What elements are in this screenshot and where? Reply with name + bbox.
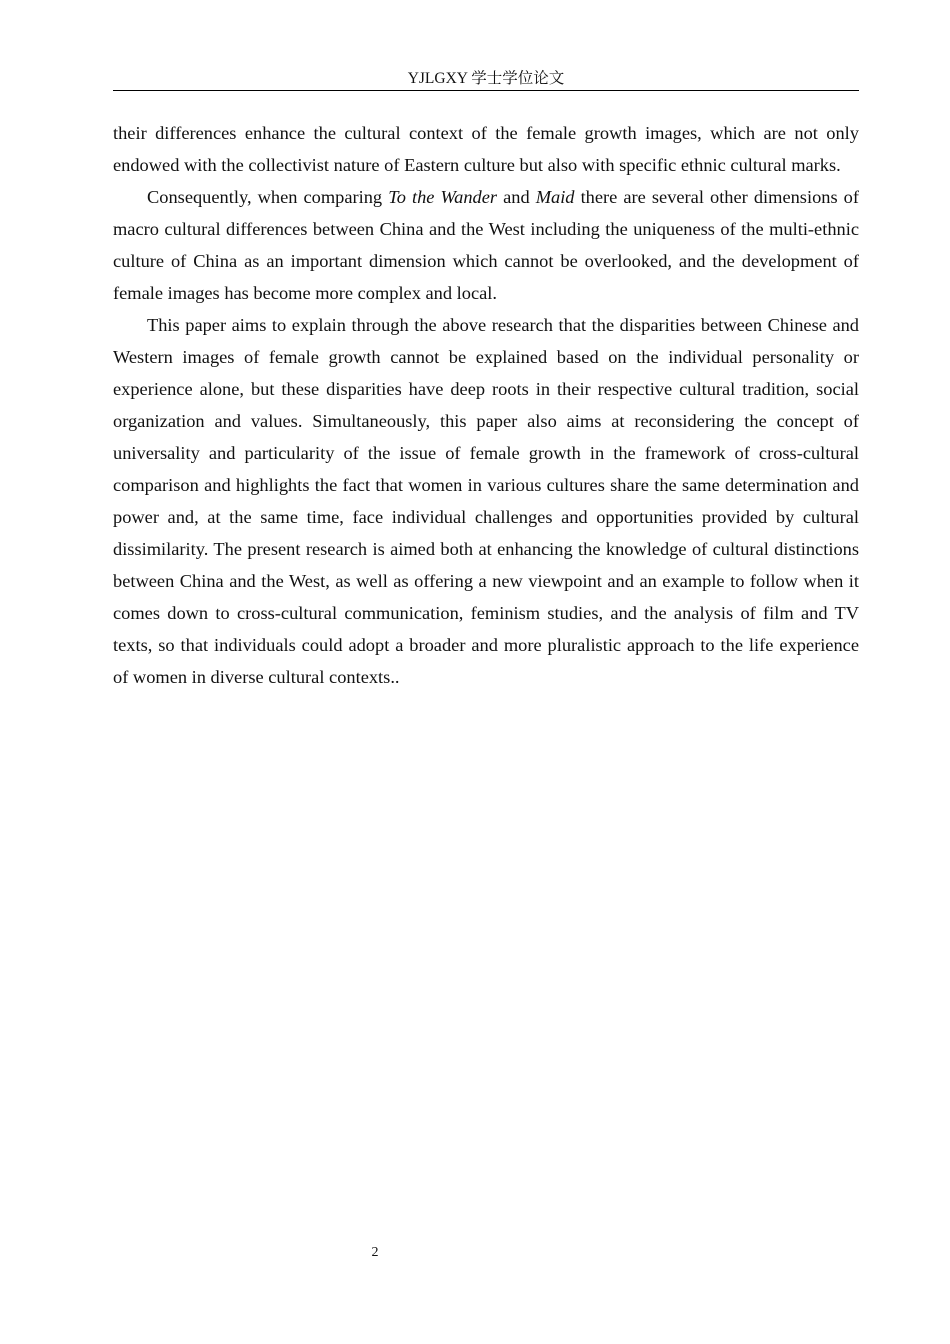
thesis-title: YJLGXY 学士学位论文 (407, 70, 565, 87)
paragraph-comparison (113, 181, 859, 309)
film-title-maid: Maid (535, 187, 575, 207)
paragraph-comparison-rest: there are several other dimensions of macro cultural differences between China and the West including the uniqueness of the multi-ethnic culture of China as an important dimension which cannot be overlooked, and the development of female images has become more complex and local. (113, 187, 859, 303)
page-number: 2 (371, 1245, 379, 1260)
film-title-to-the-wander: To the Wander (388, 187, 498, 207)
page-header (113, 68, 859, 91)
paragraph-comparison-start: Consequently, when comparing (147, 187, 389, 207)
body-text (113, 117, 859, 693)
paragraph-aims: This paper aims to explain through the above research that the disparities between Chinese and Western images of female growth cannot be explained based on the individual personality or experience alone, but these disparities have deep roots in their respective cultural tradition, social organization and values. Simultaneously, this paper also aims at reconsidering the concept of universality and particularity of the issue of female growth in the framework of cross-cultural comparison and highlights the fact that women in various cultures share the same determination and power and, at the same time, face individual challenges and opportunities provided by cultural dissimilarity. The present research is aimed both at enhancing the knowledge of cultural distinctions between China and the West, as well as offering a new viewpoint and an example to follow when it comes down to cross-cultural communication, feminism studies, and the analysis of film and TV texts, so that individuals could adopt a broader and more pluralistic approach to the life experience of women in diverse cultural contexts.. (113, 315, 859, 687)
paragraph-continuation: their differences enhance the cultural context of the female growth images, which are not only endowed with the collectivist nature of Eastern culture but also with specific ethnic cultural marks. (113, 123, 859, 175)
paragraph-comparison-and: and (497, 187, 536, 207)
